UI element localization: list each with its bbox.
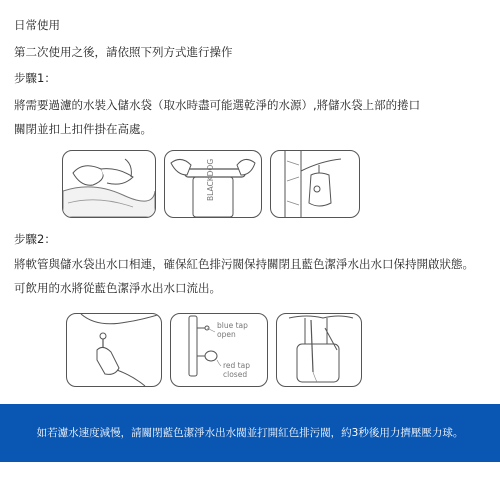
roll-close-illustration — [164, 150, 262, 218]
attach-hose-illustration — [66, 313, 162, 387]
step1-line1: 將需要過濾的水裝入儲水袋（取水時盡可能選乾淨的水源）,將儲水袋上部的捲口 — [14, 98, 421, 112]
red-tap-state: closed — [223, 370, 248, 379]
red-tap-label: red tap — [223, 361, 250, 370]
intro-text: 第二次使用之後，請依照下列方式進行操作 — [14, 45, 233, 59]
bag-brand-label: BLACKDOG — [206, 158, 215, 201]
step2-line2: 可飲用的水將從藍色潔淨水出水口流出。 — [14, 281, 221, 295]
tap-diagram-illustration — [170, 313, 268, 387]
drink-flow-illustration — [276, 313, 362, 387]
section-title: 日常使用 — [14, 18, 60, 32]
step2-line1: 將軟管與儲水袋出水口相連，確保紅色排污閥保持關閉且藍色潔淨水出水口保持開啟狀態。 — [14, 257, 474, 271]
step1-heading: 步驟1： — [14, 71, 56, 85]
step2-heading: 步驟2： — [14, 232, 56, 246]
fill-bag-illustration — [62, 150, 156, 218]
blue-tap-label: blue tap — [217, 321, 248, 330]
blue-tap-state: open — [217, 330, 236, 339]
tip-banner-text: 如若濾水速度減慢，請關閉藍色潔淨水出水閥並打開紅色排污閥，約3秒後用力擠壓壓力球。 — [36, 427, 464, 439]
step1-line2: 關閉並扣上扣件掛在高處。 — [14, 122, 152, 136]
tip-banner — [0, 404, 500, 462]
hang-bag-illustration — [270, 150, 360, 218]
